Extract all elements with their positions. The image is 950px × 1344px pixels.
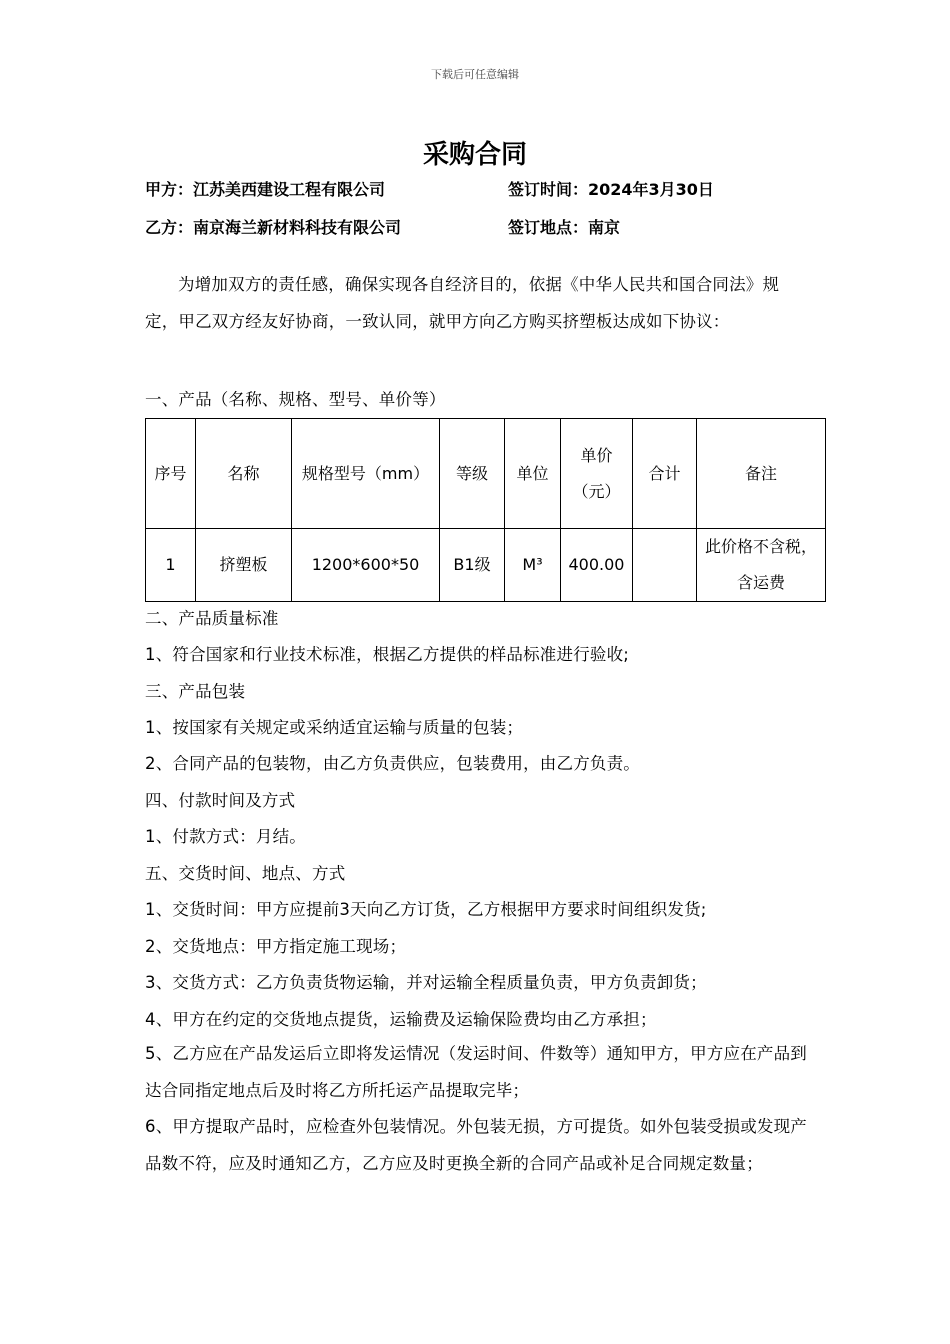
product-table: [145, 418, 826, 602]
section-5-item-6: 6、甲方提取产品时，应检查外包装情况。外包装无损，方可提货。如外包装受损或发现产品数不符，应及时通知乙方，乙方应及时更换全新的合同产品或补足合同规定数量；: [145, 1117, 807, 1173]
section-3-heading: 三、产品包装: [145, 682, 246, 701]
section-3-item-2: 2、合同产品的包装物，由乙方负责供应，包装费用，由乙方负责。: [145, 754, 640, 773]
section-5-item-1: 1、交货时间：甲方应提前3天向乙方订货，乙方根据甲方要求时间组织发货;: [145, 900, 707, 919]
section-5-heading: 五、交货时间、地点、方式: [145, 864, 346, 883]
cell-seq: 1: [146, 529, 196, 602]
section-5-item-3: 3、交货方式：乙方负责货物运输，并对运输全程质量负责，甲方负责卸货；: [145, 973, 707, 992]
table-header-row: [146, 419, 826, 529]
document-title: 采购合同: [422, 140, 527, 170]
section-5-item-2: 2、交货地点：甲方指定施工现场；: [145, 937, 407, 956]
cell-name: 挤塑板: [196, 529, 292, 602]
section-4-item-1: 1、付款方式：月结。: [145, 827, 306, 846]
cell-price: 400.00: [561, 529, 633, 602]
party-a: 甲方：江苏美西建设工程有限公司: [145, 180, 386, 199]
header-price: 单价（元）: [561, 419, 633, 529]
cell-grade: B1级: [440, 529, 505, 602]
cell-unit: M³: [505, 529, 561, 602]
cell-spec: 1200*600*50: [292, 529, 440, 602]
section-2-heading: 二、产品质量标准: [145, 609, 279, 628]
header-spec: 规格型号（mm）: [292, 419, 440, 529]
header-total: 合计: [633, 419, 697, 529]
cell-note: 此价格不含税，含运费: [697, 529, 826, 602]
section-4-heading: 四、付款时间及方式: [145, 791, 296, 810]
header-note: 备注: [697, 419, 826, 529]
cell-total: [633, 529, 697, 602]
header-seq: 序号: [146, 419, 196, 529]
header-grade: 等级: [440, 419, 505, 529]
section-3-item-1: 1、按国家有关规定或采纳适宜运输与质量的包装；: [145, 718, 524, 737]
sign-place: 签订地点：南京: [508, 218, 621, 237]
header-unit: 单位: [505, 419, 561, 529]
party-b: 乙方：南京海兰新材料科技有限公司: [145, 218, 402, 237]
intro-paragraph: 为增加双方的责任感，确保实现各自经济目的，依据《中华人民共和国合同法》规定，甲乙双方经友好协商，一致认同，就甲方向乙方购买挤塑板达成如下协议：: [145, 275, 780, 331]
section-1-heading: 一、产品（名称、规格、型号、单价等）: [145, 390, 446, 409]
header-name: 名称: [196, 419, 292, 529]
header-note: 下载后可任意编辑: [431, 68, 519, 81]
section-5-item-4: 4、甲方在约定的交货地点提货，运输费及运输保险费均由乙方承担；: [145, 1010, 657, 1029]
section-5-item-5: 5、乙方应在产品发运后立即将发运情况（发运时间、件数等）通知甲方，甲方应在产品到达合同指定地点后及时将乙方所托运产品提取完毕；: [145, 1044, 807, 1100]
section-2-item-1: 1、符合国家和行业技术标准，根据乙方提供的样品标准进行验收;: [145, 645, 630, 664]
table-row: [146, 529, 826, 602]
sign-time: 签订时间：2024年3月30日: [508, 180, 714, 199]
